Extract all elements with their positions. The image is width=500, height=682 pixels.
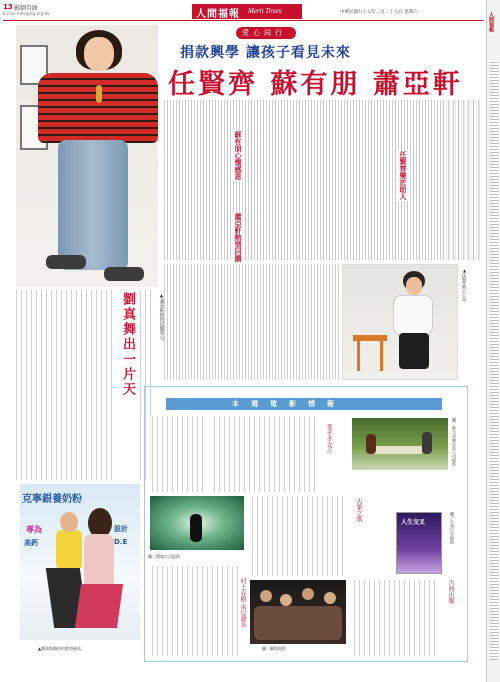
cover-girl-caption: ▲蕭亞軒熱情回饋愛心。 [159,294,164,344]
film-banner-text: 本週電影情報 [232,400,346,408]
dancer-man-face [60,512,78,532]
ren-photo [342,264,458,380]
figure-shoe [46,255,86,269]
figure-face [84,37,114,71]
dancer-woman-skirt [75,584,123,628]
film-col-title-3: 村上春樹 東尼瀧谷 [239,578,246,628]
crowd-head [260,590,272,602]
feature-kicker [236,27,296,39]
figure-necklace [96,85,102,103]
banner-text: D.E [114,538,128,546]
stool-leg [380,341,383,371]
ren-face [406,277,422,295]
feature-article-body [162,100,480,260]
stool-leg [357,341,360,371]
dance-story-title: 劉真舞出一片天 [120,292,135,397]
paper-logo-text: 人間福報 [196,9,240,20]
film-col-title-2: 大象之歌 [355,498,362,522]
feature-headline: 捐款興學 讓孩子看見未來 [180,45,351,61]
feature-names: 任賢齊 蘇有朋 蕭亞軒 [168,69,463,100]
dancer-caption: ▲劉真與舞伴的默契極佳。 [38,646,86,651]
feature-kicker-text: 愛心同行 [242,29,286,37]
ren-pants [399,333,429,369]
film-body-1 [212,416,316,492]
subhead-su: 蘇有朋心懷感恩 [234,131,242,180]
film-credit-1: 圖／新力哥倫比亞公司提供 [452,418,457,466]
subhead-ren: 任賢齊樂於助人 [399,151,407,200]
dancer-man-shirt [56,530,82,570]
crowd-bodies [254,606,342,640]
crowd-head [280,594,292,606]
issue-date: 中華民國九十五年二月二十五日 星期六 [340,10,418,15]
figure-shoe [104,267,144,281]
subhead-hsiao: 蕭亞軒熱情回饋 [234,213,242,262]
page-number: 13 [3,3,13,11]
film-poster-title: 人生交叉 [401,519,426,526]
header-rule [3,20,483,21]
person [422,432,432,454]
film-body-5 [352,580,438,656]
adjacent-page-strip [486,0,500,682]
right-column-body [446,100,482,260]
film-credit-2: 圖／環球公司提供 [148,554,180,559]
crowd-head [302,588,314,600]
figure-jeans [58,140,128,270]
adjacent-page-logo: 人間福報 [488,12,494,32]
film-col-title-4: 古典出擊 [447,580,454,604]
banner-text: 專為 [26,525,42,534]
film-col-title-1: 葉孝孝文吉 [325,424,332,454]
paper-logo-english: Merit Times [248,7,282,15]
banner-text: 高鈣 [24,539,38,547]
film-still-corridor [150,496,244,550]
film-banner [166,398,442,410]
feature-article-body-lower [162,264,340,380]
adjacent-page-text [490,60,498,660]
masthead [0,0,485,22]
banner-text: 克寧銀養奶粉 [22,494,82,505]
figure-sweater [38,73,158,143]
person [366,434,376,454]
film-body-4 [150,566,240,656]
table [372,446,422,454]
cover-girl-photo [16,25,158,287]
dancer-photo [20,484,140,640]
film-credit-4: 圖／聯影提供 [262,646,286,651]
paper-logo [192,4,302,19]
ren-caption: ▲任賢齊熱心公益。 [462,268,467,305]
film-still-park [352,418,448,470]
film-still-crowd [250,580,346,644]
film-credit-3: 圖／天馬行空提供 [450,512,455,544]
banner-text: 設計 [114,525,128,533]
film-poster [396,512,442,574]
ren-shirt [393,295,433,335]
contact-email: E-mail:mhk@lsg.org.tw [3,11,50,16]
film-body-3 [250,496,346,576]
crowd-head [324,592,336,604]
dance-story-body [14,290,116,480]
silhouette [190,514,202,542]
film-body-2 [150,416,206,492]
section-name: 影劇百匯 [14,5,39,12]
